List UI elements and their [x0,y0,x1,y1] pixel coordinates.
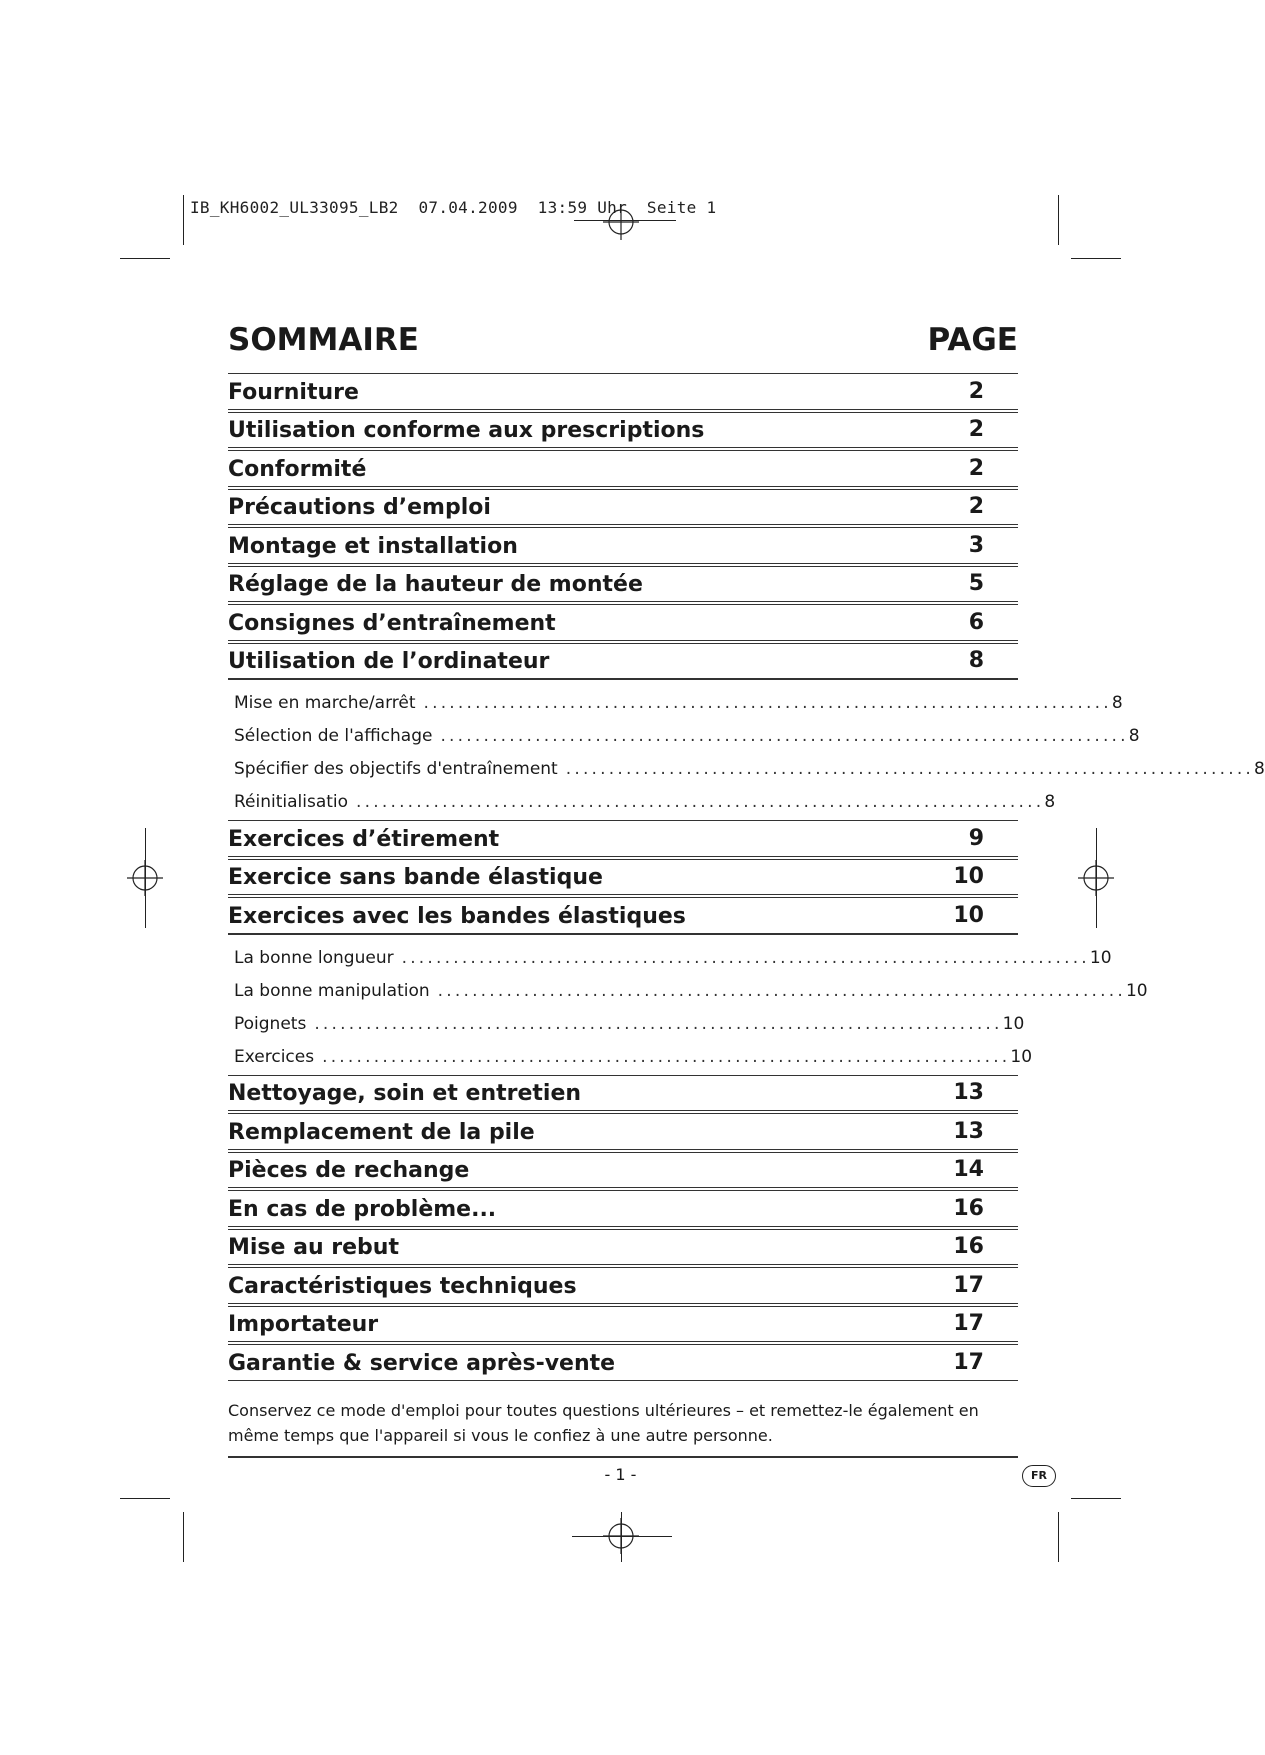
language-badge: FR [1022,1465,1056,1487]
toc-entry[interactable]: Mise au rebut 16 [228,1229,1018,1266]
toc-entry[interactable]: Exercices d’étirement 9 [228,820,1018,857]
dot-leader: ................................................................................ [423,693,1112,713]
toc-subgroup-bandes [228,934,1148,1073]
toc-entry[interactable]: Précautions d’emploi 2 [228,489,1018,526]
dot-leader: ................................................................................ [322,1046,1011,1067]
toc-subentry[interactable]: La bonne longueur ................................................................................ 10 [234,947,1112,968]
crop-mark [120,1498,170,1499]
crop-mark [1071,258,1121,259]
crop-mark [120,258,170,259]
toc-entry[interactable]: Pièces de rechange 14 [228,1152,1018,1189]
toc-entry[interactable]: Importateur 17 [228,1306,1018,1343]
toc-subentry[interactable]: Exercices ................................................................................ 10 [234,1046,1033,1067]
crop-mark [1071,1498,1121,1499]
toc-entry[interactable]: Fourniture 2 [228,373,1018,410]
crop-mark [572,1536,672,1537]
toc-entry[interactable]: Conformité 2 [228,450,1018,487]
toc-entry[interactable]: Caractéristiques techniques 17 [228,1267,1018,1304]
print-header: IB_KH6002_UL33095_LB2 07.04.2009 13:59 Uhr Seite 1 [190,198,717,217]
crop-mark [1096,828,1097,928]
toc-subentry[interactable]: Réinitialisatio ................................................................................ 8 [234,792,1056,812]
footer-note: Conservez ce mode d'emploi pour toutes questions ultérieures – et remettez-le également en même temps que l'appareil si vous le confiez à une autre personne. [228,1401,979,1445]
toc-entry[interactable]: En cas de problème... 16 [228,1190,1018,1227]
toc-entry[interactable]: Garantie & service après-vente 17 [228,1344,1018,1381]
footer-rule [228,1456,1018,1458]
toc-subentry[interactable]: La bonne manipulation ................................................................................ 10 [234,980,1148,1001]
toc-subentry[interactable]: Poignets ................................................................................ 10 [234,1013,1025,1034]
dot-leader: ................................................................................ [437,980,1126,1001]
crop-mark [621,1512,622,1562]
toc-entry[interactable]: Exercices avec les bandes élastiques 10 [228,897,1018,934]
page-number: - 1 - [604,1465,637,1484]
toc-subentry[interactable]: Mise en marche/arrêt ................................................................................ 8 [234,693,1123,713]
toc-subgroup-ordinateur [228,679,1265,818]
crop-mark [183,195,184,245]
page-column-label: PAGE [927,322,1018,358]
toc-entry[interactable]: Utilisation de l’ordinateur 8 [228,643,1018,680]
toc-subentry[interactable]: Spécifier des objectifs d'entraînement ................................................................................ 8 [234,759,1265,779]
crop-mark [1058,195,1059,245]
toc-subentry[interactable]: Sélection de l'affichage ................................................................................ 8 [234,726,1140,746]
toc-entry[interactable]: Nettoyage, soin et entretien 13 [228,1075,1018,1112]
toc-entry[interactable]: Montage et installation 3 [228,527,1018,564]
toc-entry[interactable]: Exercice sans bande élastique 10 [228,859,1018,896]
dot-leader: ................................................................................ [314,1013,1003,1034]
table-of-contents [228,373,1265,1383]
toc-entry[interactable]: Remplacement de la pile 13 [228,1113,1018,1150]
registration-mark-top [603,204,639,240]
page-title: SOMMAIRE [228,322,419,358]
dot-leader: ................................................................................ [401,947,1090,968]
dot-leader: ................................................................................ [440,726,1129,746]
crop-mark [1058,1512,1059,1562]
toc-title-row [228,322,1018,358]
toc-entry[interactable]: Réglage de la hauteur de montée 5 [228,566,1018,603]
crop-mark [145,828,146,928]
dot-leader: ................................................................................ [356,792,1045,812]
toc-entry[interactable]: Utilisation conforme aux prescriptions 2 [228,412,1018,449]
crop-mark [183,1512,184,1562]
toc-entry[interactable]: Consignes d’entraînement 6 [228,604,1018,641]
dot-leader: ................................................................................ [565,759,1255,779]
